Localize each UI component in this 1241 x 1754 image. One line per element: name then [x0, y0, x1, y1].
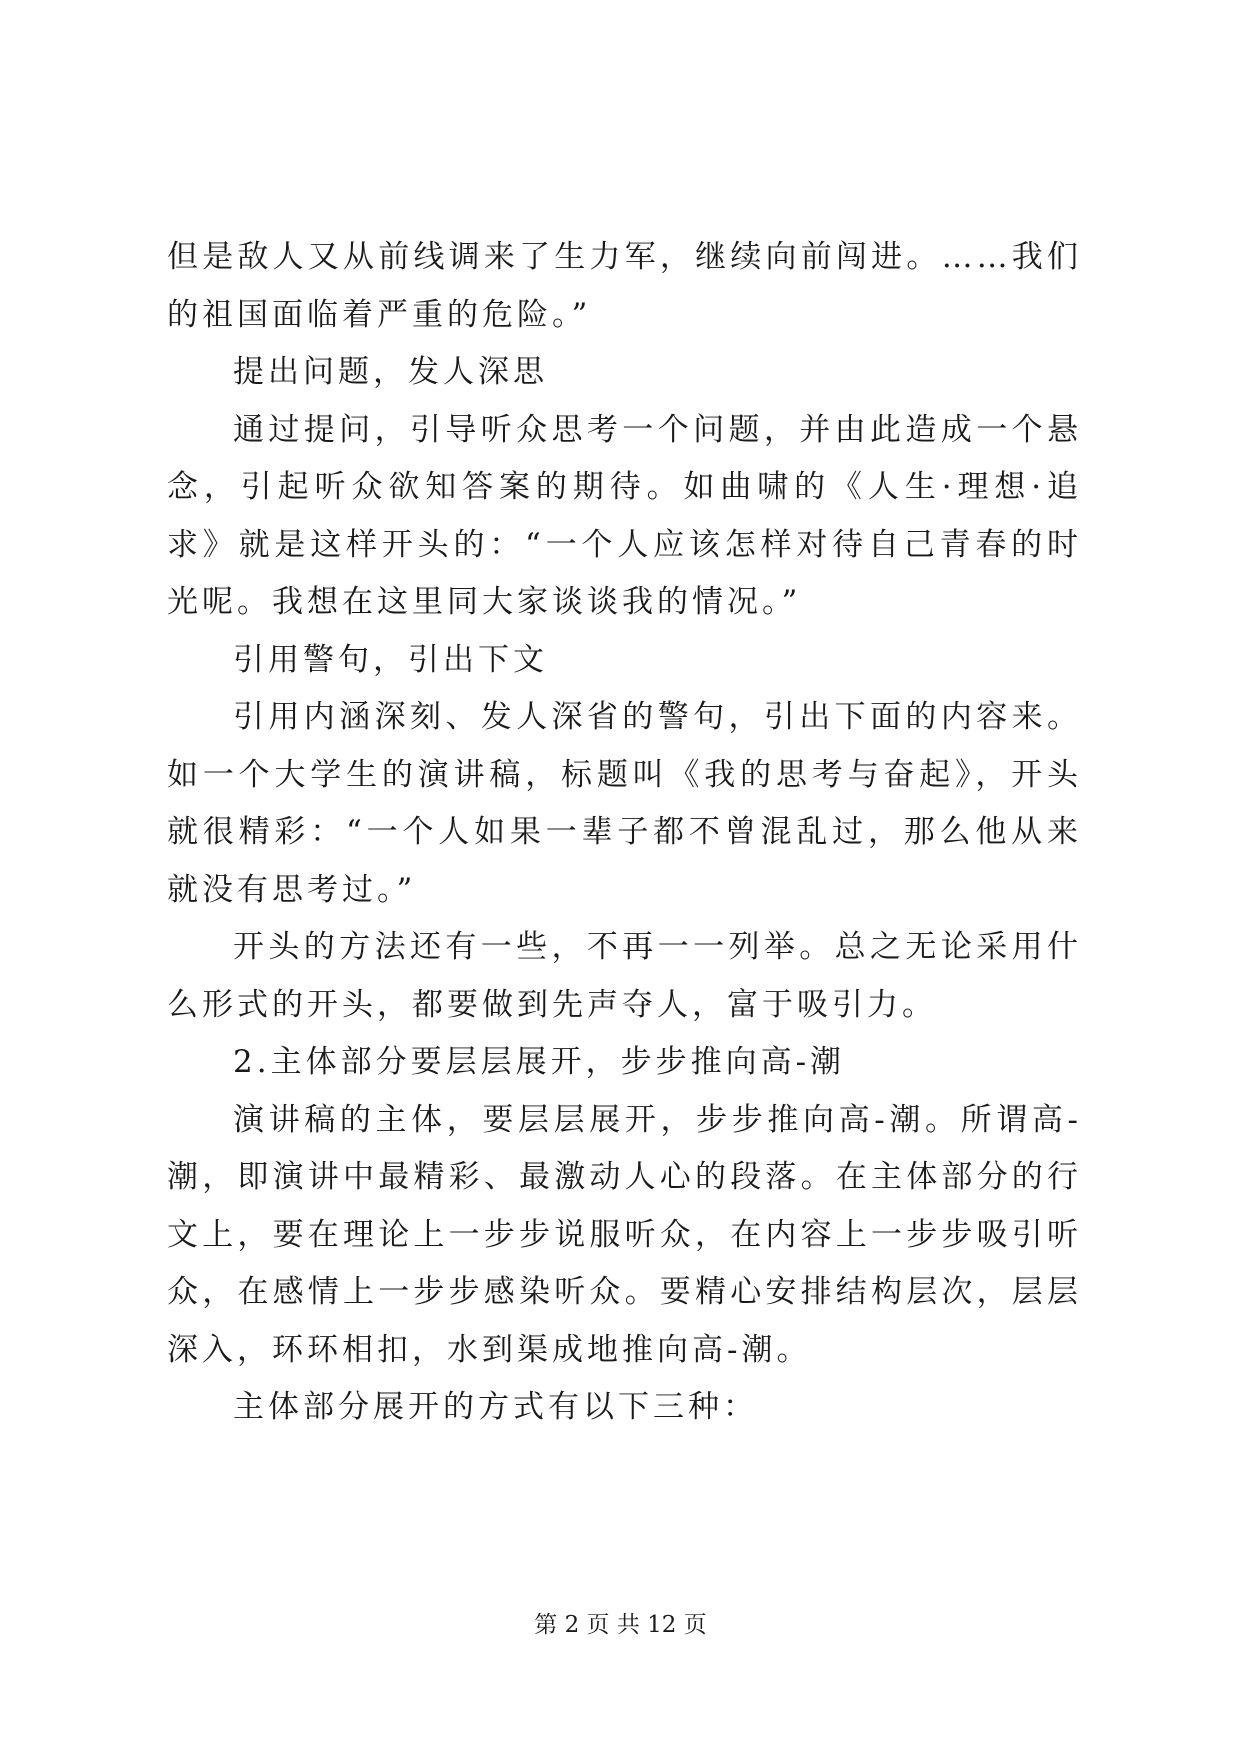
paragraph-main-body-description: 演讲稿的主体，要层层展开，步步推向高-潮。所谓高-潮，即演讲中最精彩、最激动人心的段落。在主体部分的行文上，要在理论上一步步说服听众，在内容上一步步吸引听众，在感情上一步步感染听众。要精心安排结构层次，层层深入，环环相扣，水到渠成地推向高-潮。 — [167, 1101, 1082, 1368]
document-body — [167, 229, 1082, 1437]
paragraph-opening-summary: 开头的方法还有一些，不再一一列举。总之无论采用什么形式的开头，都要做到先声夺人，富于吸引力。 — [167, 929, 1082, 1023]
page-number-footer: 第 2 页 共 12 页 — [534, 1612, 707, 1638]
paragraph-main-body-methods: 主体部分展开的方式有以下三种： — [233, 1389, 758, 1425]
paragraph-quote-body: 引用内涵深刻、发人深省的警句，引出下面的内容来。如一个大学生的演讲稿，标题叫《我的思考与奋起》，开头就很精彩：“一个人如果一辈子都不曾混乱过，那么他从来就没有思考过。” — [167, 699, 1082, 908]
paragraph-heading-main-body: 2.主体部分要层层展开，步步推向高-潮 — [233, 1044, 846, 1080]
paragraph-heading-ask-question: 提出问题，发人深思 — [233, 354, 548, 390]
paragraph-ask-question-body: 通过提问，引导听众思考一个问题，并由此造成一个悬念，引起听众欲知答案的期待。如曲啸的《人生·理想·追求》就是这样开头的：“一个人应该怎样对待自己青春的时光呢。我想在这里同大家谈谈我的情况。” — [167, 411, 1082, 620]
paragraph-continuation: 但是敌人又从前线调来了生力军，继续向前闯进。……我们的祖国面临着严重的危险。” — [167, 239, 1082, 333]
paragraph-heading-quote: 引用警句，引出下文 — [233, 641, 548, 678]
